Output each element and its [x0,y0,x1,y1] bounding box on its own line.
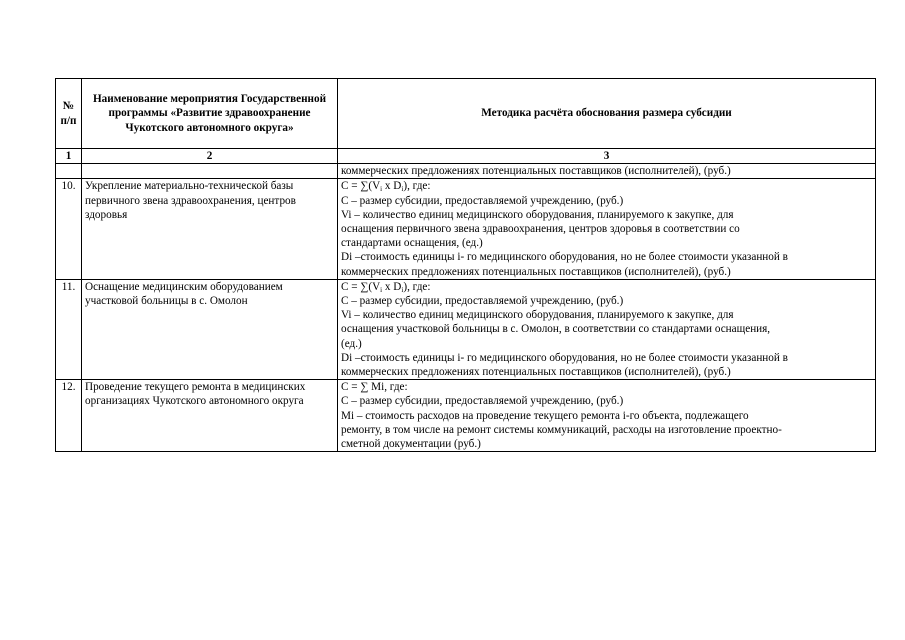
formula-line: $C = \sum(V_i$ x $D_i$), где: [341,280,431,294]
event-name: Оснащение медицинским оборудованием участковой больницы в с. Омолон [82,279,338,379]
table-row [56,380,876,452]
table-cell [56,164,82,179]
method-line: ремонту, в том числе на ремонт системы коммуникаций, расходы на изготовление проектно- [341,423,782,436]
table-row [56,179,876,279]
method-line: оснащения первичного звена здравоохранения, центров здоровья в соответствии со [341,223,740,236]
method-cell [338,179,876,279]
method-line: Vi – количество единиц медицинского оборудования, планируемого к закупке, для [341,309,734,322]
subsidy-methodology-table [55,78,876,452]
formula-line: C = ∑ Mi, где: [341,381,408,394]
method-cell [338,380,876,452]
method-line: стандартами оснащения, (ед.) [341,237,483,250]
column-index: 1 [56,149,82,164]
method-line: коммерческих предложениях потенциальных поставщиков (исполнителей), (руб.) [341,165,731,178]
column-index-row [56,149,876,164]
method-cell [338,164,876,179]
header-method: Методика расчёта обоснования размера субсидии [338,79,876,149]
method-cell [338,279,876,379]
row-number: 11. [56,279,82,379]
event-name: Проведение текущего ремонта в медицинских организациях Чукотского автономного округа [82,380,338,452]
table-cell [82,164,338,179]
method-line: Mi – стоимость расходов на проведение текущего ремонта i-го объекта, подлежащего [341,409,749,422]
column-index: 3 [338,149,876,164]
method-line: Di –стоимость единицы i- го медицинского оборудования, но не более стоимости указанной в [341,251,788,264]
method-line: коммерческих предложениях потенциальных поставщиков (исполнителей), (руб.) [341,366,731,379]
method-line: С – размер субсидии, предоставляемой учреждению, (руб.) [341,194,624,207]
method-line: (ед.) [341,337,362,350]
method-line: С – размер субсидии, предоставляемой учреждению, (руб.) [341,395,624,408]
header-number: № п/п [56,79,82,149]
table-body [56,179,876,452]
column-index: 2 [82,149,338,164]
continuation-row [56,164,876,179]
method-line: коммерческих предложениях потенциальных поставщиков (исполнителей), (руб.) [341,265,731,278]
method-line: сметной документации (руб.) [341,438,481,451]
formula-line: $C = \sum(V_i$ x $D_i$), где: [341,180,431,194]
method-line: оснащения участковой больницы в с. Омолон, в соответствии со стандартами оснащения, [341,323,771,336]
table-header-row [56,79,876,149]
event-name: Укрепление материально-технической базы первичного звена здравоохранения, центров здоровья [82,179,338,279]
row-number: 10. [56,179,82,279]
method-line: Di –стоимость единицы i- го медицинского оборудования, но не более стоимости указанной в [341,351,788,364]
table-row [56,279,876,379]
row-number: 12. [56,380,82,452]
header-event-name: Наименование мероприятия Государственной программы «Развитие здравоохранение Чукотского автономного округа» [82,79,338,149]
method-line: Vi – количество единиц медицинского оборудования, планируемого к закупке, для [341,208,734,221]
method-line: С – размер субсидии, предоставляемой учреждению, (руб.) [341,295,624,308]
